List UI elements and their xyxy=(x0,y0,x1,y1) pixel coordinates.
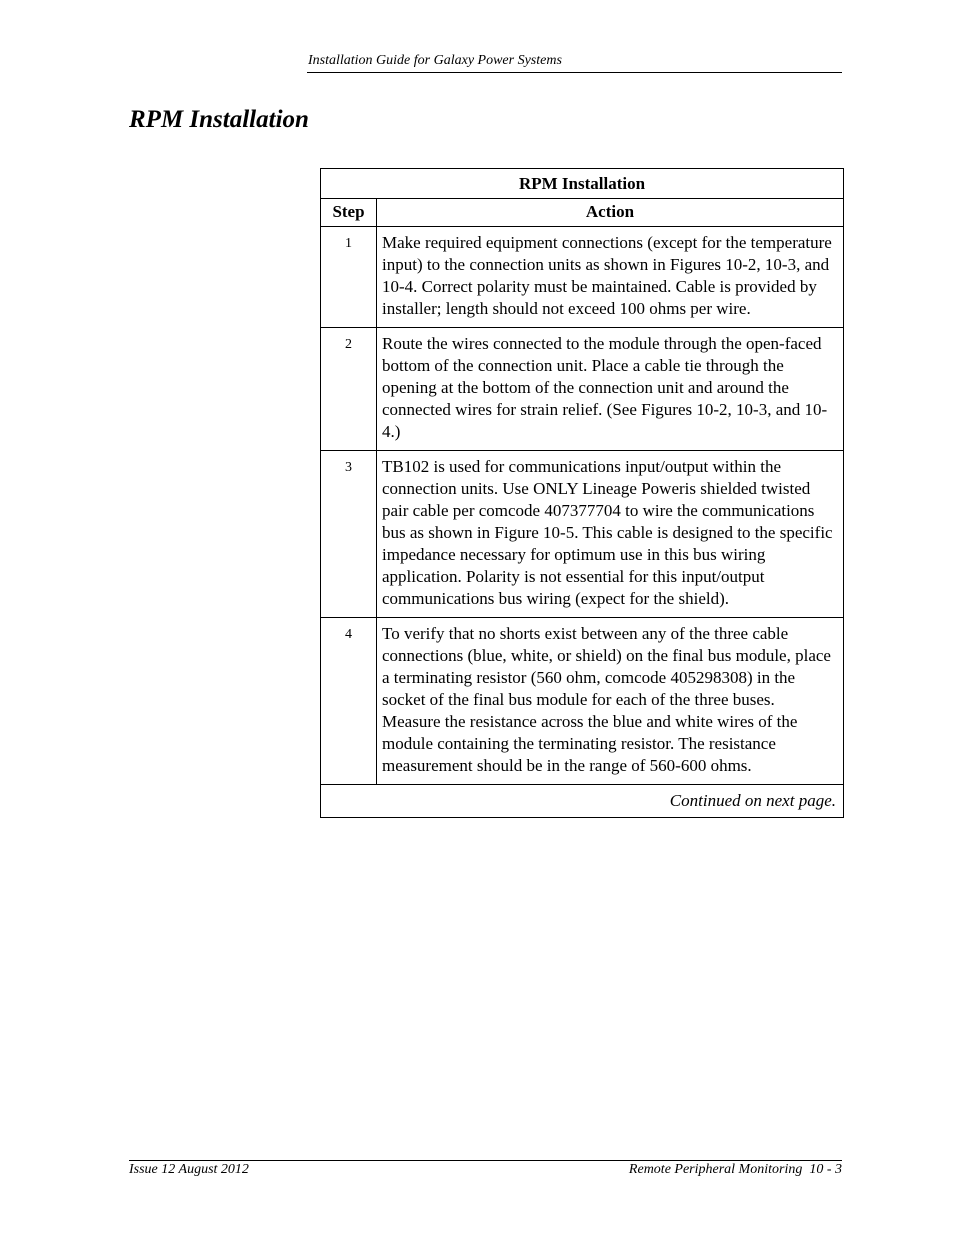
footer-section-page: Remote Peripheral Monitoring 10 - 3 xyxy=(628,1162,842,1177)
table-row xyxy=(321,451,844,618)
table-row xyxy=(321,328,844,451)
step-number: 2 xyxy=(321,328,377,451)
footer-issue: Issue 12 August 2012 xyxy=(129,1162,249,1177)
table-caption: RPM Installation xyxy=(321,169,844,199)
step-number: 3 xyxy=(321,451,377,618)
step-number: 1 xyxy=(321,227,377,328)
step-action: TB102 is used for communications input/output within the connection units. Use ONLY Lineage Poweris shielded twisted pair cable per comcode 407377704 to wire the communications bus as shown in Figure 10-5. This cable is designed to the specific impedance necessary for optimum use in this bus wiring application. Polarity is not essential for this input/output communications bus wiring (expect for the shield). xyxy=(377,451,844,618)
column-header-action: Action xyxy=(377,199,844,227)
step-action: To verify that no shorts exist between any of the three cable connections (blue, white, or shield) on the final bus module, place a terminating resistor (560 ohm, comcode 405298308) in the socket of the final bus module for each of the three buses. Measure the resistance across the blue and white wires of the module containing the terminating resistor. The resistance measurement should be in the range of 560-600 ohms. xyxy=(377,618,844,785)
column-header-step: Step xyxy=(321,199,377,227)
table-continued-row xyxy=(321,785,844,818)
running-header: Installation Guide for Galaxy Power Systems xyxy=(308,53,562,68)
step-action: Route the wires connected to the module through the open-faced bottom of the connection unit. Place a cable tie through the opening at the bottom of the connection unit and around the connected wires for strain relief. (See Figures 10-2, 10-3, and 10-4.) xyxy=(377,328,844,451)
table-header-row xyxy=(321,199,844,227)
header-rule xyxy=(307,72,842,73)
table-row xyxy=(321,227,844,328)
installation-steps-table xyxy=(320,168,844,818)
table-caption-row xyxy=(321,169,844,199)
continued-note: Continued on next page. xyxy=(321,785,844,818)
step-action: Make required equipment connections (except for the temperature input) to the connection units as shown in Figures 10-2, 10-3, and 10-4. Correct polarity must be maintained. Cable is provided by installer; length should not exceed 100 ohms per wire. xyxy=(377,227,844,328)
step-number: 4 xyxy=(321,618,377,785)
page-title: RPM Installation xyxy=(129,106,309,133)
table-row xyxy=(321,618,844,785)
